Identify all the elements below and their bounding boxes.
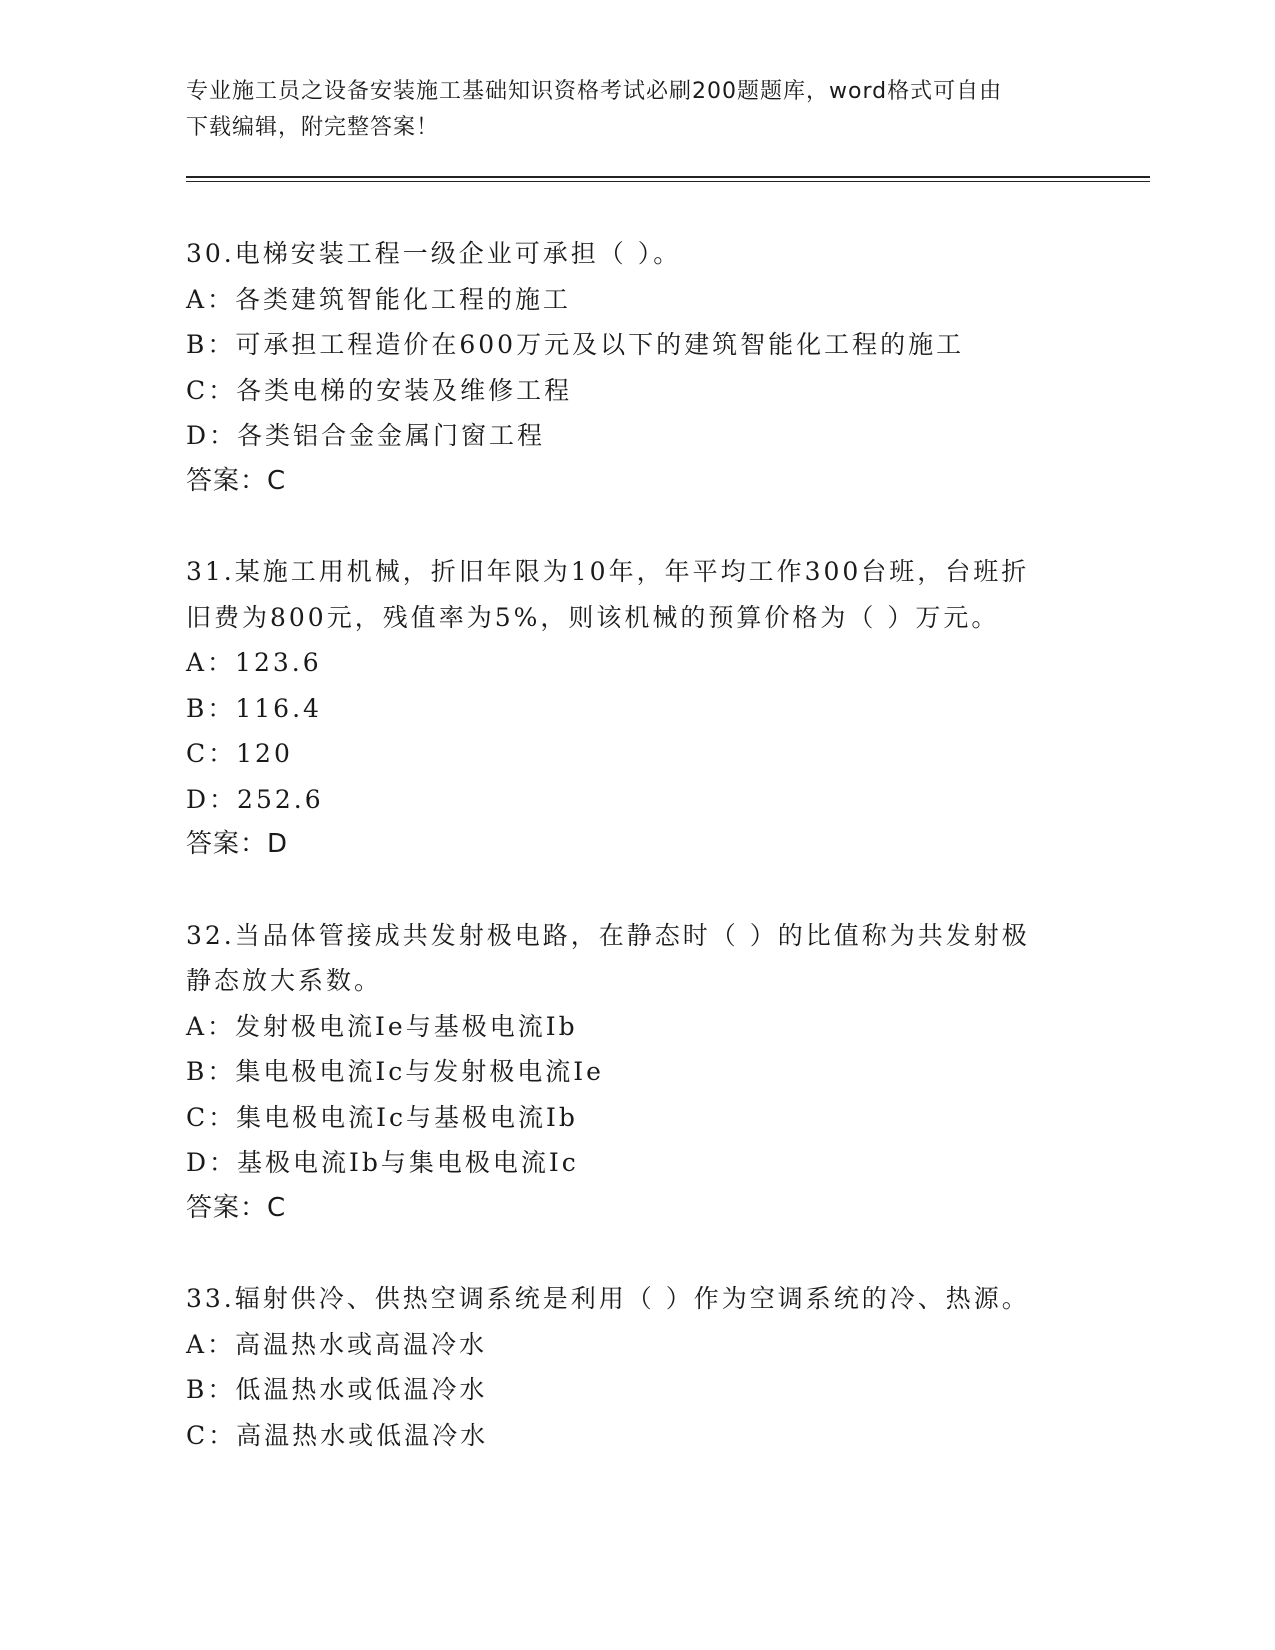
option-b: B：可承担工程造价在600万元及以下的建筑智能化工程的施工 bbox=[186, 330, 965, 359]
question-stem-line-1: 31.某施工用机械，折旧年限为10年，年平均工作300台班，台班折 bbox=[186, 557, 1030, 586]
question-stem: 30.电梯安装工程一级企业可承担（ ）。 bbox=[186, 239, 682, 268]
option-c: C：高温热水或低温冷水 bbox=[186, 1420, 489, 1450]
option-b: B：116.4 bbox=[186, 693, 322, 723]
question-31 bbox=[186, 549, 1086, 868]
option-d: D：基极电流Ib与集电极电流Ic bbox=[186, 1148, 579, 1177]
header-line-1: 专业施工员之设备安装施工基础知识资格考试必刷200题题库，word格式可自由 bbox=[186, 79, 1003, 104]
question-30 bbox=[186, 231, 1086, 504]
answer: 答案：C bbox=[186, 1192, 287, 1223]
option-c: C：各类电梯的安装及维修工程 bbox=[186, 375, 573, 405]
option-d: D：252.6 bbox=[186, 784, 324, 814]
question-stem-line-2: 旧费为800元，残值率为5%，则该机械的预算价格为（ ）万元。 bbox=[186, 602, 1000, 632]
question-32 bbox=[186, 913, 1086, 1232]
question-stem: 33.辐射供冷、供热空调系统是利用（ ）作为空调系统的冷、热源。 bbox=[186, 1284, 1030, 1313]
option-b: B：集电极电流Ic与发射极电流Ie bbox=[186, 1057, 604, 1086]
header-line-2: 下载编辑，附完整答案！ bbox=[186, 115, 440, 140]
question-list bbox=[186, 231, 1086, 1503]
option-d: D：各类铝合金金属门窗工程 bbox=[186, 421, 546, 450]
option-b: B：低温热水或低温冷水 bbox=[186, 1375, 488, 1404]
option-a: A：发射极电流Ie与基极电流Ib bbox=[186, 1011, 578, 1041]
answer: 答案：C bbox=[186, 465, 287, 496]
option-a: A：各类建筑智能化工程的施工 bbox=[186, 284, 572, 314]
option-c: C：120 bbox=[186, 739, 293, 768]
option-c: C：集电极电流Ic与基极电流Ib bbox=[186, 1102, 578, 1132]
answer: 答案：D bbox=[186, 829, 289, 859]
option-a: A：高温热水或高温冷水 bbox=[186, 1329, 488, 1359]
question-33 bbox=[186, 1276, 1086, 1458]
option-a: A：123.6 bbox=[186, 648, 322, 677]
header-divider-top bbox=[186, 176, 1150, 178]
header-divider-bottom bbox=[186, 181, 1150, 182]
question-stem-line-1: 32.当品体管接成共发射极电路，在静态时（ ）的比值称为共发射极 bbox=[186, 920, 1030, 950]
question-stem-line-2: 静态放大系数。 bbox=[186, 966, 383, 995]
document-header bbox=[186, 74, 1066, 146]
